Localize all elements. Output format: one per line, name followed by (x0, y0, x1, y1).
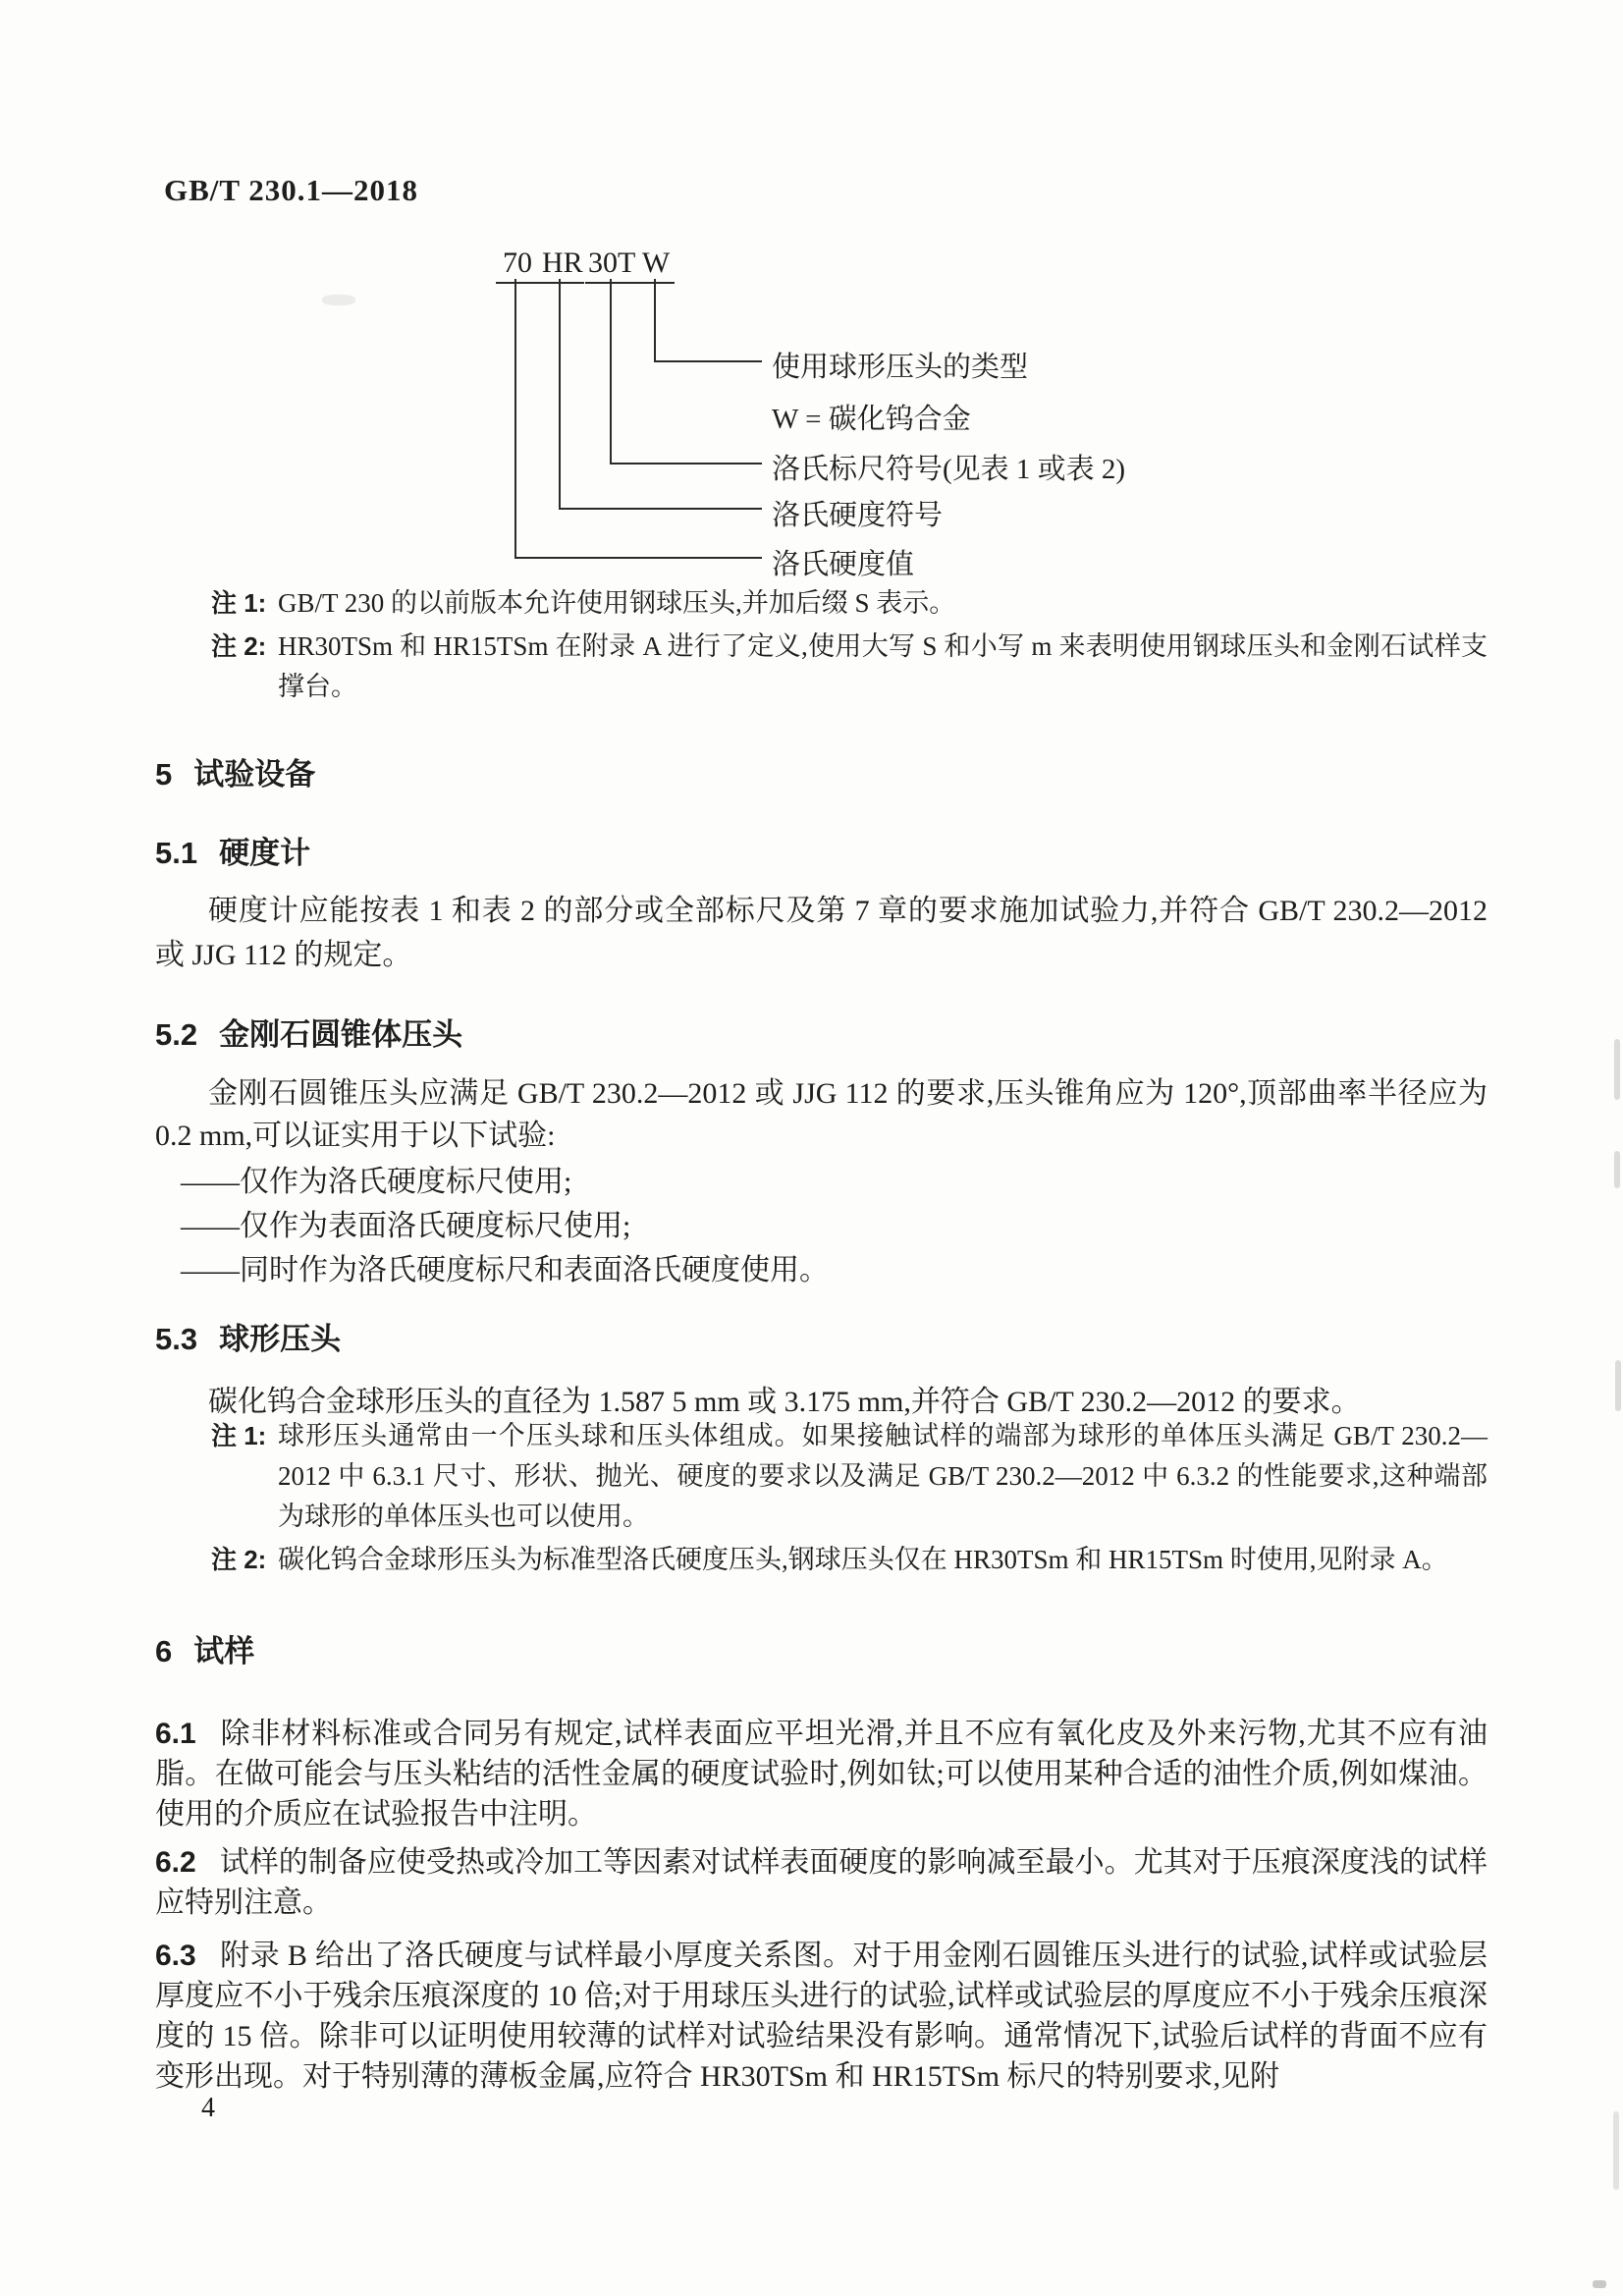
document-number: GB/T 230.1—2018 (164, 173, 419, 207)
note-1-label: 注 1: (211, 1421, 267, 1450)
clause-6-1-text: 除非材料标准或合同另有规定,试样表面应平坦光滑,并且不应有氧化皮及外来污物,尤其不应有油脂。在做可能会与压头粘结的活性金属的硬度试验时,例如钛;可以使用某种合适的油性介质,例如煤油。使用的介质应在试验报告中注明。 (155, 1718, 1488, 1831)
note-2-text: 碳化钨合金球形压头为标准型洛氏硬度压头,钢球压头仅在 HR30TSm 和 HR15TSm 时使用,见附录 A。 (278, 1545, 1448, 1574)
callout-line-scale-symbol-horizontal (610, 463, 762, 465)
list-item: ——仅作为表面洛氏硬度标尺使用; (181, 1210, 631, 1242)
section-5-2-list (155, 1160, 1488, 1292)
scan-edge-mark (1614, 1151, 1620, 1188)
list-item: ——同时作为洛氏硬度标尺和表面洛氏硬度使用。 (181, 1254, 829, 1286)
clause-6-3 (155, 1936, 1488, 2097)
section-5-1-number: 5.1 (155, 836, 198, 870)
code-hardness-symbol: HR (539, 246, 584, 284)
callout-hardness-symbol: 洛氏硬度符号 (772, 500, 944, 531)
callout-line-indenter-type-horizontal (654, 360, 762, 362)
section-5-3-title: 球形压头 (219, 1322, 342, 1356)
clause-6-2-text: 试样的制备应使受热或冷加工等因素对试样表面硬度的影响减至最小。尤其对于压痕深度浅的试样应特别注意。 (155, 1846, 1488, 1919)
section-6-title: 试样 (193, 1634, 255, 1668)
note-2-label: 注 2: (211, 631, 267, 661)
scan-edge-mark (1593, 2280, 1606, 2288)
section-5-1-title: 硬度计 (219, 836, 311, 870)
section-5-title: 试验设备 (193, 757, 316, 792)
section-5-2-title: 金刚石圆锥体压头 (219, 1017, 463, 1052)
diagram-notes (211, 583, 1488, 707)
note-1 (211, 583, 1488, 624)
scan-edge-mark (1613, 2111, 1619, 2190)
note-2 (211, 627, 1488, 707)
note-1-text: GB/T 230 的以前版本允许使用钢球压头,并加后缀 S 表示。 (278, 588, 956, 618)
section-5-2-number: 5.2 (155, 1017, 198, 1052)
callout-scale-symbol: 洛氏标尺符号(见表 1 或表 2) (772, 454, 1126, 485)
callout-line-indenter-type-vertical (654, 279, 656, 362)
code-scale-symbol: 30T (585, 246, 637, 284)
section-5-3-paragraph: 碳化钨合金球形压头的直径为 1.587 5 mm 或 3.175 mm,并符合 GB/T 230.2—2012 的要求。 (208, 1386, 1361, 1418)
note-2-label: 注 2: (211, 1545, 267, 1574)
page-number: 4 (201, 2093, 215, 2123)
section-5-2-paragraph: 金刚石圆锥压头应满足 GB/T 230.2—2012 或 JJG 112 的要求,压头锥角应为 120°,顶部曲率半径应为 0.2 mm,可以证实用于以下试验: (155, 1077, 1488, 1152)
note-2 (211, 1540, 1488, 1580)
code-indenter-type: W (637, 246, 675, 284)
note-1-text: 球形压头通常由一个压头球和压头体组成。如果接触试样的端部为球形的单体压头满足 GB/T 230.2—2012 中 6.3.1 尺寸、形状、抛光、硬度的要求以及满足 GB/T 230.2—2012 中 6.3.2 的性能要求,这种端部为球形的单体压头也可以使用。 (278, 1421, 1488, 1531)
callout-hardness-value: 洛氏硬度值 (772, 549, 915, 580)
callout-line-hardness-value-horizontal (514, 557, 762, 559)
section-5-2-heading (155, 1010, 462, 1054)
section-5-1-paragraph: 硬度计应能按表 1 和表 2 的部分或全部标尺及第 7 章的要求施加试验力,并符合 GB/T 230.2—2012 或 JJG 112 的规定。 (155, 895, 1488, 971)
section-5-1-heading (155, 828, 310, 872)
callout-line-hardness-symbol-horizontal (559, 508, 762, 510)
callout-line-scale-symbol-vertical (610, 279, 612, 465)
callout-indenter-type-sub: W = 碳化钨合金 (772, 404, 971, 435)
callout-indenter-type: 使用球形压头的类型 (772, 352, 1029, 383)
section-6-number: 6 (155, 1634, 173, 1668)
section-5-3-notes (211, 1416, 1488, 1580)
list-item: ——仅作为洛氏硬度标尺使用; (181, 1166, 572, 1198)
scan-smudge (322, 295, 355, 305)
section-5-heading (155, 749, 315, 793)
code-hardness-value: 70 (496, 246, 539, 284)
note-1 (211, 1416, 1488, 1537)
section-5-number: 5 (155, 757, 173, 792)
scan-edge-mark (1615, 1360, 1621, 1411)
callout-line-hardness-symbol-vertical (559, 279, 561, 510)
clause-6-3-text: 附录 B 给出了洛氏硬度与试样最小厚度关系图。对于用金刚石圆锥压头进行的试验,试样或试验层厚度应不小于残余压痕深度的 10 倍;对于用球压头进行的试验,试样或试验层的厚度应不小于残余压痕深度的 15 倍。除非可以证明使用较薄的试样对试验结果没有影响。通常情况下,试验后试样的背面不应有变形出现。对于特别薄的薄板金属,应符合 HR30TSm 和 HR15TSm 标尺的特别要求,见附 (155, 1940, 1488, 2093)
clause-6-2-number: 6.2 (155, 1846, 196, 1879)
callout-line-hardness-value-vertical (514, 279, 516, 559)
note-1-label: 注 1: (211, 588, 267, 618)
clause-6-3-number: 6.3 (155, 1940, 196, 1972)
clause-6-1 (155, 1714, 1488, 1834)
note-2-text: HR30TSm 和 HR15TSm 在附录 A 进行了定义,使用大写 S 和小写 m 来表明使用钢球压头和金刚石试样支撑台。 (278, 631, 1488, 701)
section-5-3-heading (155, 1314, 341, 1358)
section-6-heading (155, 1626, 254, 1670)
scan-edge-mark (1614, 1039, 1620, 1100)
clause-6-1-number: 6.1 (155, 1718, 196, 1750)
clause-6-2 (155, 1842, 1488, 1923)
section-5-3-number: 5.3 (155, 1322, 198, 1356)
